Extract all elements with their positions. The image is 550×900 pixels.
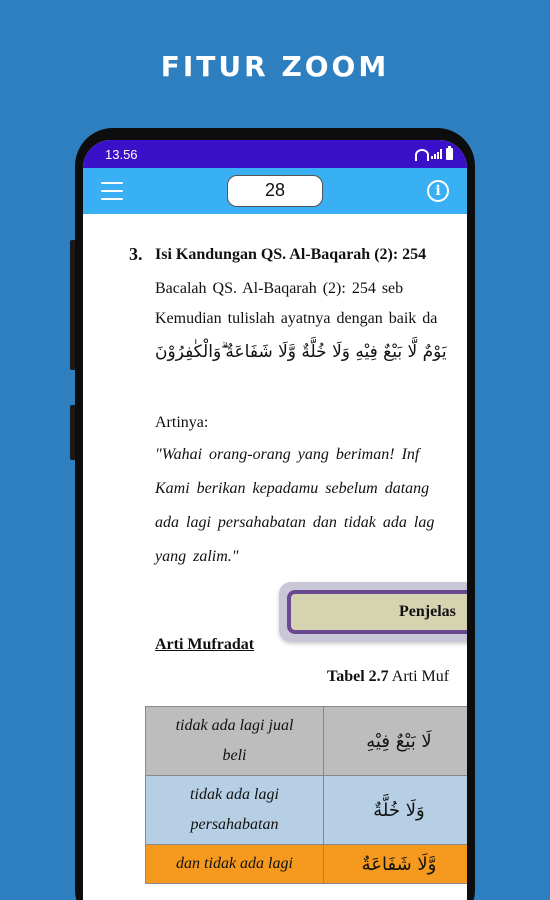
document-viewer[interactable] bbox=[83, 214, 467, 900]
promo-title: FITUR ZOOM bbox=[160, 50, 390, 83]
meaning-cell: dan tidak ada lagi bbox=[146, 845, 324, 884]
table-caption bbox=[327, 668, 449, 686]
phone-frame bbox=[75, 128, 475, 900]
wifi-icon bbox=[413, 149, 427, 159]
table-row bbox=[146, 776, 468, 845]
arabic-cell: لَا بَيْعٌ فِيْهِ bbox=[324, 707, 468, 776]
info-icon[interactable]: i bbox=[427, 180, 449, 202]
menu-icon[interactable] bbox=[101, 182, 123, 200]
status-icons bbox=[413, 148, 453, 160]
translation-line: Kami berikan kepadamu sebelum datang bbox=[155, 480, 430, 497]
meaning-cell: tidak ada lagi jual beli bbox=[146, 707, 324, 776]
penjelasan-box bbox=[279, 582, 467, 642]
section-heading: Isi Kandungan QS. Al-Baqarah (2): 254 bbox=[155, 246, 427, 263]
phone-screen bbox=[83, 140, 467, 900]
table-row bbox=[146, 845, 468, 884]
signal-icon bbox=[431, 149, 442, 159]
status-bar bbox=[83, 140, 467, 168]
table-caption-text: Arti Muf bbox=[388, 668, 450, 685]
translation-line: yang zalim." bbox=[155, 548, 239, 565]
arabic-cell: وَّلَا شَفَاعَةٌ bbox=[324, 845, 468, 884]
penjelasan-label: Penjelas bbox=[287, 590, 467, 634]
meaning-cell: tidak ada lagi persahabatan bbox=[146, 776, 324, 845]
arti-mufradat-heading: Arti Mufradat bbox=[155, 636, 255, 653]
status-time: 13.56 bbox=[105, 146, 138, 162]
table-caption-number: Tabel 2.7 bbox=[327, 668, 389, 685]
arabic-cell: وَلَا خُلَّةٌ bbox=[324, 776, 468, 845]
body-line: Kemudian tulislah ayatnya dengan baik da bbox=[155, 310, 438, 327]
artinya-label: Artinya: bbox=[155, 414, 209, 431]
arabic-verse: يَوْمٌ لَّا بَيْعٌ فِيْهِ وَلَا خُلَّةٌ وَّلَا شَفَاعَةٌ ۗوَالْكٰفِرُوْنَ bbox=[155, 342, 447, 362]
item-number: 3. bbox=[129, 244, 143, 264]
body-line: Bacalah QS. Al-Baqarah (2): 254 seb bbox=[155, 280, 404, 297]
translation-line: "Wahai orang-orang yang beriman! Inf bbox=[155, 446, 420, 463]
translation-line: ada lagi persahabatan dan tidak ada lag bbox=[155, 514, 435, 531]
table-row bbox=[146, 707, 468, 776]
battery-icon bbox=[446, 148, 453, 160]
mufradat-table bbox=[145, 706, 467, 884]
app-toolbar bbox=[83, 168, 467, 214]
page-number-input[interactable]: 28 bbox=[227, 175, 323, 207]
